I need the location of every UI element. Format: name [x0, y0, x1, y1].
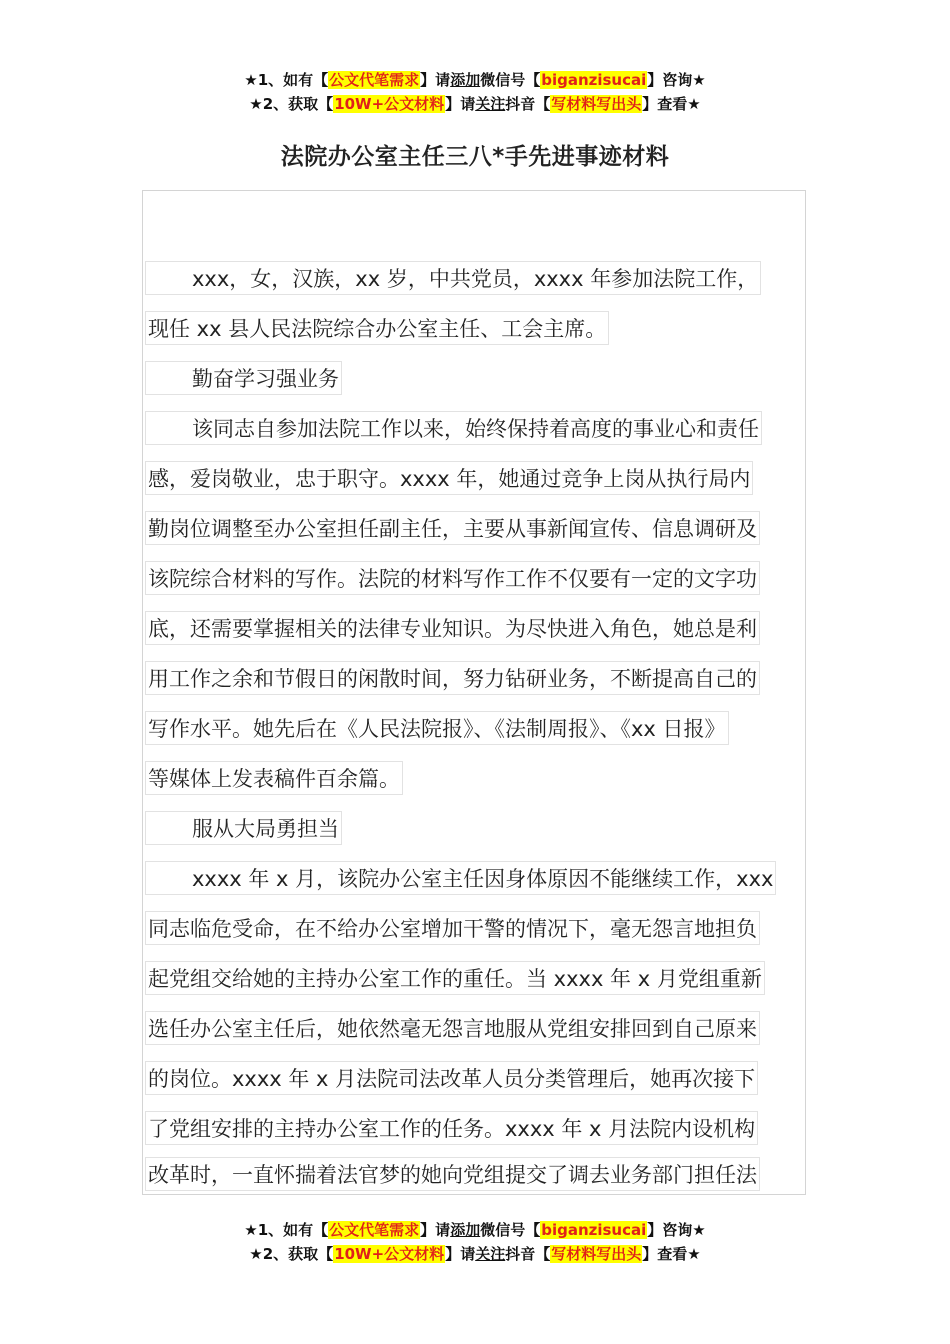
paragraph-line: 同志临危受命，在不给办公室增加干警的情况下，毫无怨言地担负 [145, 911, 760, 945]
paragraph-line: 现任 xx 县人民法院综合办公室主任、工会主席。 [145, 311, 609, 345]
banner-underlined-text: 关注 [475, 1245, 506, 1263]
banner-highlight: biganzisucai [541, 71, 647, 89]
banner-highlight: biganzisucai [541, 1221, 647, 1239]
banner-underlined-text: 添加 [450, 71, 481, 89]
banner-text: 】咨询★ [647, 1221, 706, 1239]
paragraph-line: 该院综合材料的写作。法院的材料写作工作不仅要有一定的文字功 [145, 561, 760, 595]
paragraph-line: 写作水平。她先后在《人民法院报》、《法制周报》、《xx 日报》 [145, 711, 729, 745]
paragraph-line: 了党组安排的主持办公室工作的任务。xxxx 年 x 月法院内设机构 [145, 1111, 758, 1145]
banner-text: 微信号【 [480, 71, 541, 89]
banner-text: 】请 [420, 1221, 451, 1239]
banner-line-2 [0, 92, 950, 116]
paragraph-line: 起党组交给她的主持办公室工作的重任。当 xxxx 年 x 月党组重新 [145, 961, 765, 995]
paragraph-line: 该同志自参加法院工作以来，始终保持着高度的事业心和责任 [145, 411, 762, 445]
banner-text: ★2、获取【 [249, 95, 334, 113]
top-banner [0, 68, 950, 116]
banner-text: 】查看★ [642, 95, 701, 113]
paragraph-line: 选任办公室主任后，她依然毫无怨言地服从党组安排回到自己原来 [145, 1011, 760, 1045]
banner-text: 】咨询★ [647, 71, 706, 89]
banner-highlight: 10W+公文材料 [334, 1245, 445, 1263]
banner-highlight: 10W+公文材料 [334, 95, 445, 113]
document-title: 法院办公室主任三八*手先进事迹材料 [280, 144, 670, 170]
paragraph-line: 等媒体上发表稿件百余篇。 [145, 761, 403, 795]
banner-text: 微信号【 [480, 1221, 541, 1239]
banner-highlight: 写材料写出头 [551, 95, 642, 113]
banner-underlined-text: 添加 [450, 1221, 481, 1239]
bottom-banner [0, 1218, 950, 1266]
paragraph-line: xxx，女，汉族，xx 岁，中共党员，xxxx 年参加法院工作， [145, 261, 761, 295]
paragraph-line: 感，爱岗敬业，忠于职守。xxxx 年，她通过竞争上岗从执行局内 [145, 461, 753, 495]
paragraph-line: 底，还需要掌握相关的法律专业知识。为尽快进入角色，她总是利 [145, 611, 760, 645]
paragraph-line: 用工作之余和节假日的闲散时间，努力钻研业务，不断提高自己的 [145, 661, 760, 695]
banner-text: 】请 [445, 1245, 476, 1263]
paragraph-line: 的岗位。xxxx 年 x 月法院司法改革人员分类管理后，她再次接下 [145, 1061, 758, 1095]
banner-text: 抖音【 [505, 1245, 551, 1263]
section-heading: 服从大局勇担当 [145, 811, 342, 845]
paragraph-line: 勤岗位调整至办公室担任副主任，主要从事新闻宣传、信息调研及 [145, 511, 760, 545]
banner-line-1 [0, 68, 950, 92]
paragraph-line: xxxx 年 x 月，该院办公室主任因身体原因不能继续工作，xxx [145, 861, 776, 895]
banner-line-1 [0, 1218, 950, 1242]
banner-text: 】请 [445, 95, 476, 113]
banner-line-2 [0, 1242, 950, 1266]
banner-text: ★1、如有【 [244, 71, 329, 89]
banner-highlight: 公文代笔需求 [329, 71, 420, 89]
banner-text: ★2、获取【 [249, 1245, 334, 1263]
paragraph-line: 改革时，一直怀揣着法官梦的她向党组提交了调去业务部门担任法 [145, 1157, 760, 1191]
banner-underlined-text: 关注 [475, 95, 506, 113]
banner-highlight: 写材料写出头 [551, 1245, 642, 1263]
banner-text: 抖音【 [505, 95, 551, 113]
banner-highlight: 公文代笔需求 [329, 1221, 420, 1239]
banner-text: 】查看★ [642, 1245, 701, 1263]
section-heading: 勤奋学习强业务 [145, 361, 342, 395]
banner-text: ★1、如有【 [244, 1221, 329, 1239]
document-body [142, 190, 806, 1195]
banner-text: 】请 [420, 71, 451, 89]
